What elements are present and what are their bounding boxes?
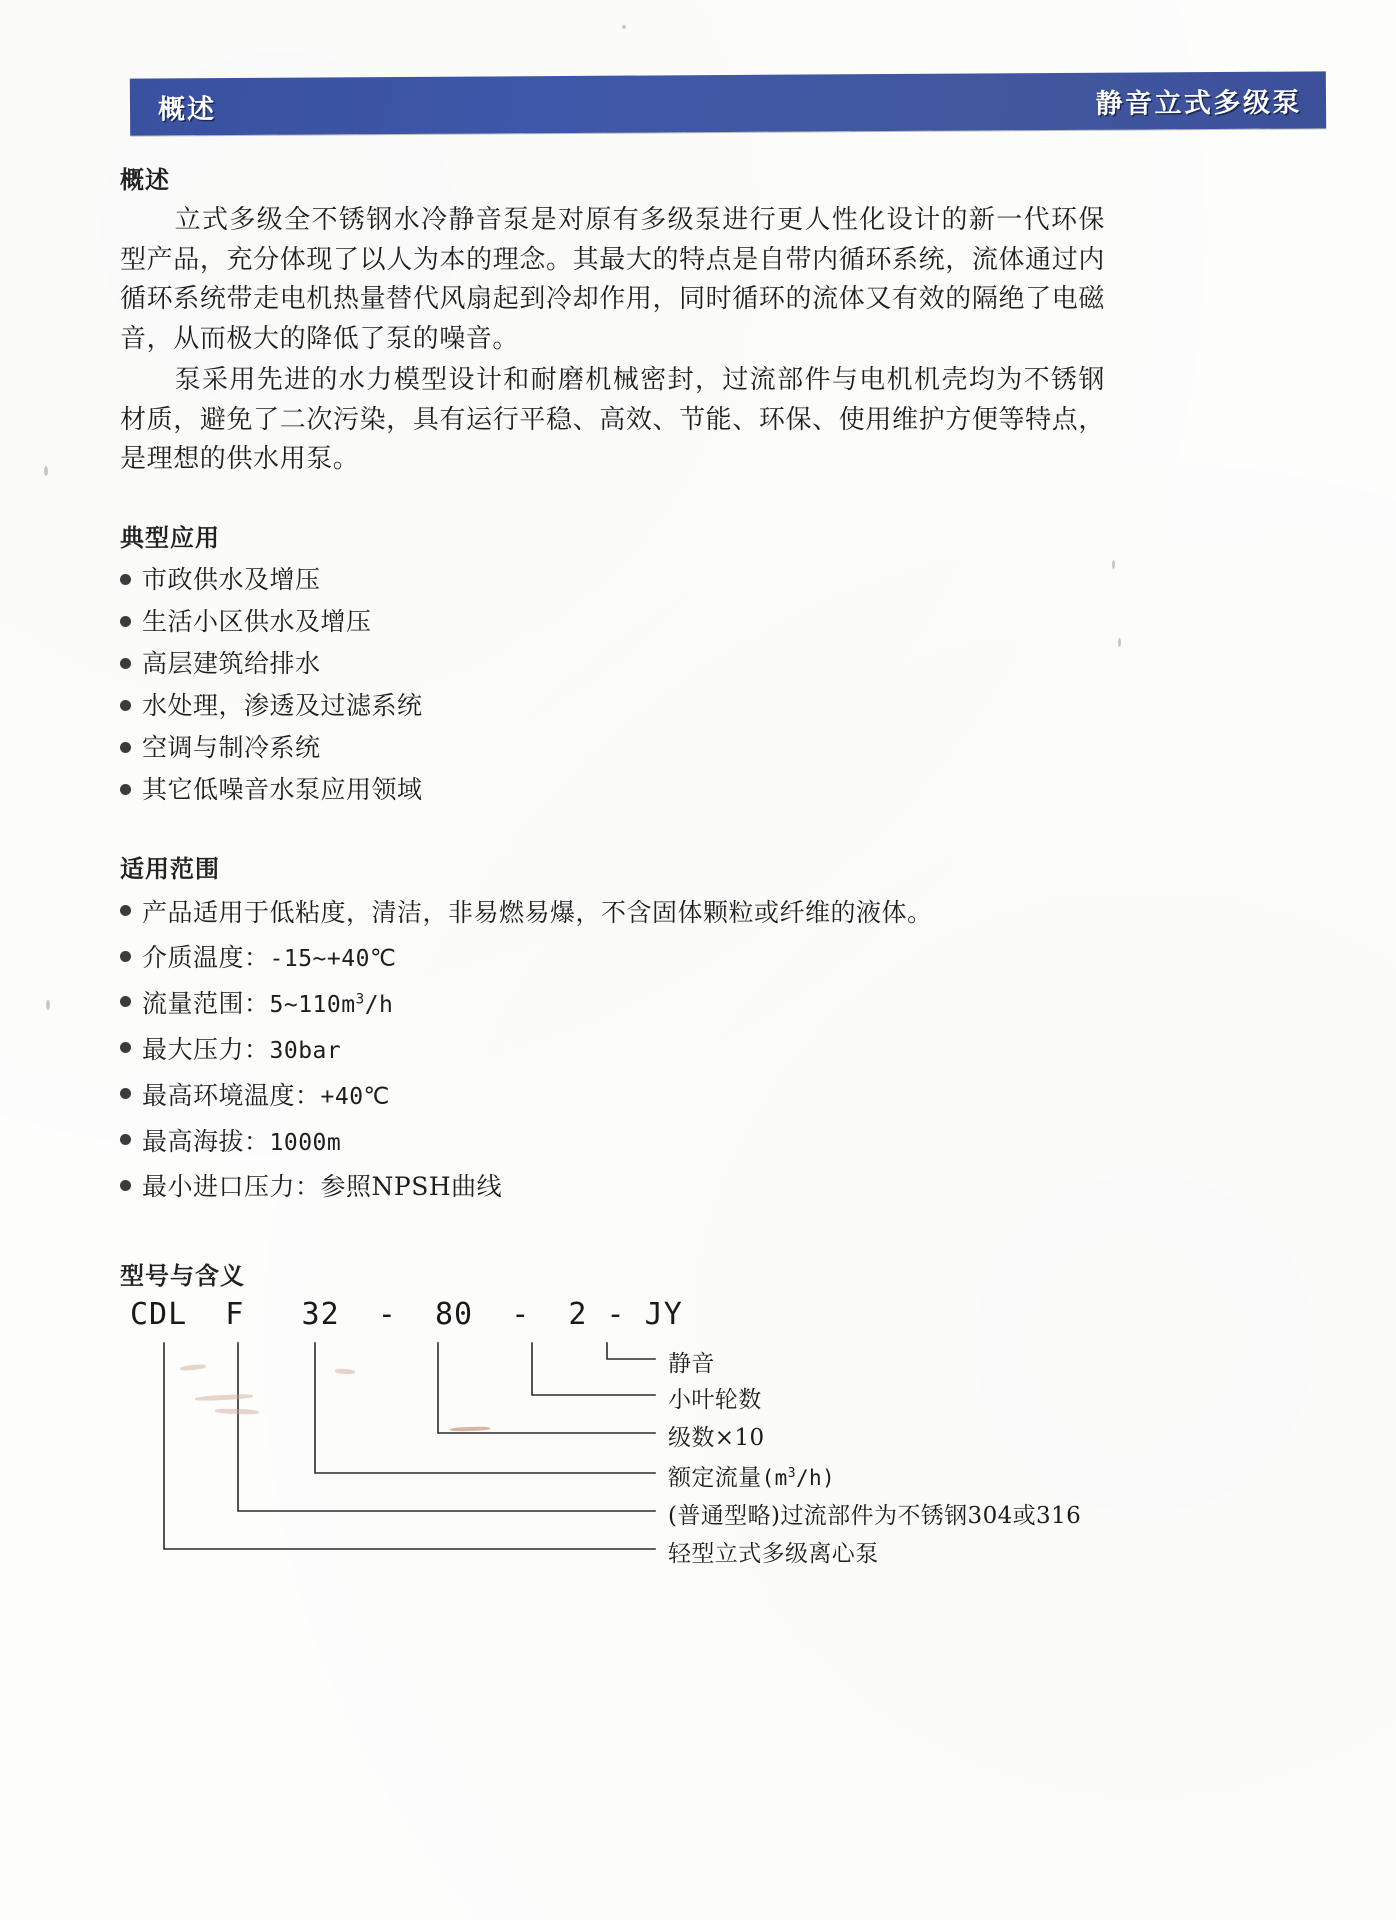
list-item [120, 1119, 1120, 1165]
list-item [120, 935, 1120, 981]
list-item-label: 市政供水及增压 [142, 564, 321, 594]
model-legend-pump-type: 轻型立式多级离心泵 [668, 1540, 879, 1567]
list-item [120, 1027, 1120, 1073]
bullet-icon [120, 1134, 131, 1145]
model-legend-rated-flow-unit: $(m^3/h)$ [761, 1465, 836, 1490]
scope-label: 流量范围： [142, 988, 270, 1018]
scope-value-flow: $5\sim 110m^3/h$ [269, 991, 394, 1018]
model-legend-rated-flow [668, 1459, 835, 1492]
scope-label: 最高海拔： [142, 1126, 270, 1156]
scope-list [120, 890, 1120, 1210]
model-designation-diagram [120, 1297, 1240, 1597]
scan-speck [622, 25, 626, 29]
model-legend-material: (普通型略)过流部件为不锈钢304或316 [668, 1502, 1082, 1529]
scope-label: 产品适用于低粘度，清洁，非易燃易爆，不含固体颗粒或纤维的液体。 [142, 897, 933, 927]
list-item-label: 高层建筑给排水 [142, 648, 321, 678]
list-item [120, 1073, 1120, 1119]
list-item [120, 601, 1120, 643]
page-header-banner [130, 71, 1326, 135]
scope-label: 最小进口压力： [142, 1172, 321, 1202]
bullet-icon [120, 905, 131, 916]
overview-paragraph-1: 立式多级全不锈钢水冷静音泵是对原有多级泵进行更人性化设计的新一代环保型产品，充分体现了以人为本的理念。其最大的特点是自带内循环系统，流体通过内循环系统带走电机热量替代风扇起到冷却作用，同时循环的流体又有效的隔绝了电磁音，从而极大的降低了泵的噪音。 [120, 205, 1105, 354]
header-section-title: 概述 [157, 94, 217, 126]
model-code-string: CDL F 32 - 80 - 2 - JY [130, 1296, 683, 1332]
model-heading: 型号与含义 [120, 1261, 245, 1290]
list-item [120, 727, 1120, 769]
bullet-icon [120, 784, 131, 795]
header-product-title: 静音立式多级泵 [1095, 87, 1303, 120]
overview-paragraph-2: 泵采用先进的水力模型设计和耐磨机械密封，过流部件与电机机壳均为不锈钢材质，避免了二次污染，具有运行平稳、高效、节能、环保、使用维护方便等特点，是理想的供水用泵。 [120, 365, 1105, 475]
list-item [120, 643, 1120, 685]
bullet-icon [120, 996, 131, 1007]
model-designation-section [120, 1256, 1120, 1291]
model-legend-stages: 级数×10 [668, 1424, 765, 1451]
list-item [120, 685, 1120, 727]
bullet-icon [120, 700, 131, 711]
applications-heading: 典型应用 [120, 523, 220, 552]
applications-section [120, 518, 1120, 811]
scope-section [120, 849, 1120, 1210]
scope-value: 参照NPSH曲线 [320, 1172, 503, 1202]
document-content [0, 160, 1396, 1597]
overview-section [120, 160, 1120, 480]
scope-label: 介质温度： [142, 943, 270, 973]
list-item-label: 空调与制冷系统 [142, 732, 321, 762]
scope-value: 1000m [269, 1129, 342, 1156]
list-item-label: 水处理，渗透及过滤系统 [142, 690, 423, 720]
list-item [120, 1164, 1120, 1210]
scope-value: +40℃ [320, 1083, 390, 1110]
bullet-icon [120, 658, 131, 669]
list-item-label: 其它低噪音水泵应用领域 [142, 774, 423, 804]
scope-label: 最高环境温度： [142, 1080, 321, 1110]
bullet-icon [120, 1042, 131, 1053]
list-item-label: 生活小区供水及增压 [142, 606, 372, 636]
bullet-icon [120, 574, 131, 585]
bullet-icon [120, 1088, 131, 1099]
list-item [120, 559, 1120, 601]
scope-label: 最大压力： [142, 1034, 270, 1064]
bullet-icon [120, 951, 131, 962]
applications-list [120, 559, 1120, 811]
list-item [120, 890, 1120, 936]
list-item [120, 981, 1120, 1027]
model-legend-impellers: 小叶轮数 [668, 1386, 762, 1413]
scope-value: 30bar [269, 1037, 342, 1064]
scope-value: -15~+40℃ [269, 946, 397, 973]
model-legend-rated-flow-label: 额定流量 [668, 1464, 762, 1491]
overview-heading: 概述 [120, 166, 170, 194]
bullet-icon [120, 616, 131, 627]
scope-heading: 适用范围 [120, 854, 220, 883]
model-legend-jingyin: 静音 [668, 1350, 715, 1377]
bullet-icon [120, 1180, 131, 1191]
list-item [120, 769, 1120, 811]
bullet-icon [120, 742, 131, 753]
